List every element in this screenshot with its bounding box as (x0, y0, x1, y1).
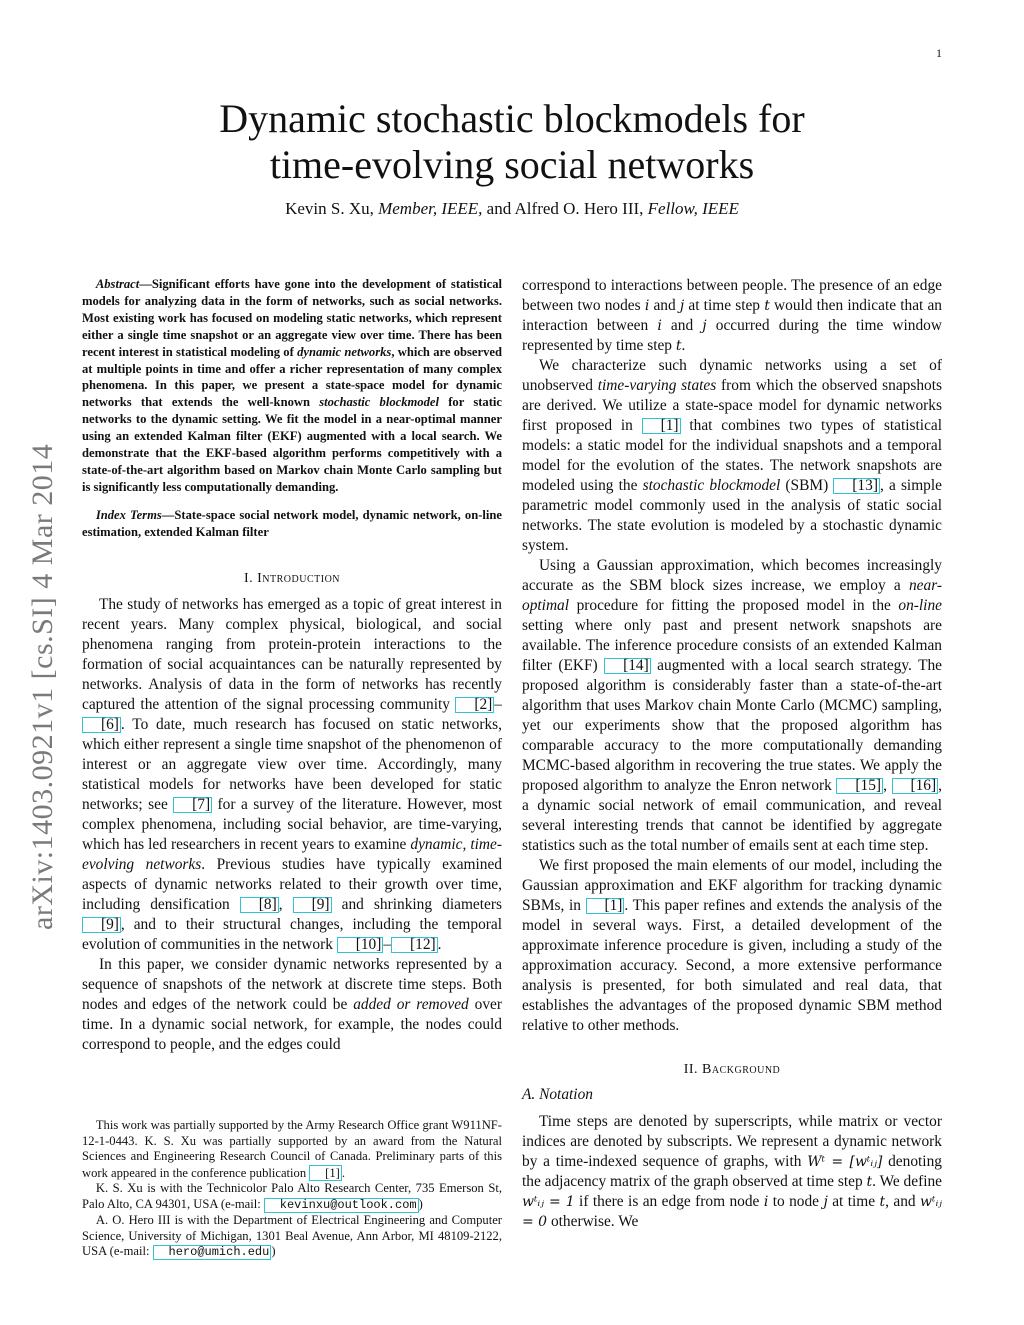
intro-paragraph-4: Using a Gaussian approximation, which becomes increasingly accurate as the SBM block sizes increase, we employ a near-optimal procedure for fitting the proposed model in the on-line setting where only past and present network snapshots are available. The inference procedure consists of an extended Kalman filter (EKF) [14] augmented with a local search strategy. The proposed algorithm is considerably faster than a state-of-the-art algorithm that uses Markov chain Monte Carlo (MCMC) sampling, yet our experiments show that the proposed algorithm has comparable accuracy to the more computationally demanding MCMC-based algorithm in recovering the true states. We apply the proposed algorithm to analyze the Enron network [15] , [16] , a dynamic social network of email communication, and reveal several interesting trends that cannot be identified by aggregate statistics such as the total number of emails sent at each time step. (522, 557, 943, 854)
intro-paragraph-5: We first proposed the main elements of our model, including the Gaussian approximation and EKF algorithm for tracking dynamic SBMs, in [1] . This paper refines and extends the analysis of the model in several ways. First, a detailed development of the approximate inference procedure is given, including a study of the approximation accuracy. Second, a more extensive performance analysis is presented, for both simulated and real data, that establishes the advantages of the proposed dynamic SBM method relative to other methods. (522, 857, 942, 1034)
author-1-role: Member, IEEE, (378, 199, 483, 218)
citation-link[interactable]: [14] (604, 658, 651, 674)
author-2: and Alfred O. Hero III, (482, 199, 648, 218)
citation-link[interactable]: [10] (337, 937, 384, 953)
title-line-2: time-evolving social networks (269, 142, 755, 187)
section-heading-background: II. Background (683, 1062, 781, 1077)
citation-link[interactable]: [1] (642, 418, 681, 434)
title-line-1: Dynamic stochastic blockmodels for (219, 96, 805, 141)
citation-link[interactable]: [12] (391, 937, 438, 953)
intro-paragraph-2-continued: correspond to interactions between people. The presence of an edge between two nodes i and j at time step t would then indicate that an interaction between i and j occurred during the time window represented by time step t. (522, 277, 943, 354)
author-1: Kevin S. Xu, (285, 199, 379, 218)
footnotes (82, 1118, 502, 1260)
section-heading-introduction: I. Introduction (243, 570, 341, 586)
notation-paragraph: Time steps are denoted by superscripts, while matrix or vector indices are denoted by subscripts. We represent a dynamic network by a time-indexed sequence of graphs, with Wᵗ = [wᵗᵢⱼ] denoting the adjacency matrix of the graph observed at time step t. We define wᵗᵢⱼ = 1 if there is an edge from node i to node j at time t, and wᵗᵢⱼ = 0 otherwise. We (522, 1113, 943, 1230)
subsection-heading-notation: A. Notation (522, 1086, 593, 1103)
footnote-author-1: K. S. Xu is with the Technicolor Palo Alto Research Center, 735 Emerson St, Palo Alto, CA 94301, USA (e-mail: kevinxu@outlook.com ) (82, 1181, 502, 1212)
arxiv-identifier: arXiv:1403.0921v1 [cs.SI] 4 Mar 2014 (26, 443, 59, 930)
email-link-hero[interactable]: hero@umich.edu (153, 1245, 272, 1260)
citation-link[interactable]: [7] (173, 797, 212, 813)
index-terms: Index Terms—State-space social network model, dynamic network, on-line estimation, extended Kalman filter (82, 507, 502, 539)
right-column (522, 276, 942, 1232)
citation-link[interactable]: [13] (833, 478, 880, 494)
citation-link[interactable]: [1] (586, 898, 625, 914)
paper-title (140, 96, 884, 188)
abstract: Abstract—Significant efforts have gone into the development of statistical models for analyzing data in the form of networks, such as social networks. Most existing work has focused on modeling static networks, which represent either a single time snapshot or an aggregate view over time. There has been recent interest in statistical modeling of dynamic networks, which are observed at multiple points in time and offer a richer representation of many complex phenomena. In this paper, we present a state-space model for dynamic networks that extends the well-known stochastic blockmodel for static networks to the dynamic setting. We fit the model in a near-optimal manner using an extended Kalman filter (EKF) augmented with a local search. We demonstrate that the EKF-based algorithm performs competitively with a state-of-the-art algorithm based on Markov chain Monte Carlo sampling but is significantly less computationally demanding. (82, 277, 503, 494)
footnote-funding: This work was partially supported by the Army Research Office grant W911NF-12-1-0443. K. S. Xu was partially supported by an award from the Natural Sciences and Engineering Research Council of Canada. Preliminary parts of this work appeared in the conference publication [1] . (82, 1118, 502, 1180)
citation-link[interactable]: [8] (240, 897, 279, 913)
footnote-author-2: A. O. Hero III is with the Department of Electrical Engineering and Computer Science, University of Michigan, 1301 Beal Avenue, Ann Arbor, MI 48109-2122, USA (e-mail: hero@umich.edu ) (82, 1212, 502, 1260)
page-number: 1 (936, 46, 942, 60)
citation-link[interactable]: [2] (455, 697, 494, 713)
citation-link[interactable]: [9] (82, 917, 121, 933)
index-terms-label: Index Terms (95, 507, 162, 522)
left-column (82, 276, 502, 1055)
email-link-xu[interactable]: kevinxu@outlook.com (264, 1198, 419, 1213)
author-line (140, 199, 884, 219)
citation-link[interactable]: [9] (293, 897, 332, 913)
citation-link[interactable]: [1] (309, 1165, 342, 1181)
citation-link[interactable]: [15] (836, 778, 883, 794)
abstract-label: Abstract (95, 277, 140, 291)
author-2-role: Fellow, IEEE (647, 199, 739, 218)
intro-paragraph-2: In this paper, we consider dynamic networks represented by a sequence of snapshots of the network at discrete time steps. Both nodes and edges of the network could be added or removed over time. In a dynamic social network, for example, the nodes could correspond to people, and the edges could (82, 955, 502, 1053)
citation-link[interactable]: [16] (892, 778, 939, 794)
citation-link[interactable]: [6] (82, 717, 121, 733)
intro-paragraph-3: We characterize such dynamic networks using a set of unobserved time-varying states from which the observed snapshots are derived. We utilize a state-space model for dynamic networks first proposed in [1] that combines two types of statistical models: a static model for the individual snapshots and a temporal model for the evolution of the states. The network snapshots are modeled using the stochastic blockmodel (SBM) [13] , a simple parametric model commonly used in the analysis of static social networks. The state evolution is modeled by a stochastic dynamic system. (522, 357, 943, 554)
intro-paragraph-1: The study of networks has emerged as a topic of great interest in recent years. Many complex physical, biological, and social phenomena ranging from protein-protein interactions to the formation of social acquaintances can be naturally represented by networks. Analysis of data in the form of networks has recently captured the attention of the signal processing community [2] –[6] . To date, much research has focused on static networks, which either represent a single time snapshot of the phenomenon of interest or an aggregate view over time. Accordingly, many statistical models for networks have been developed for static networks; see [7] for a survey of the literature. However, most complex phenomena, including social behavior, are time-varying, which has led researchers in recent years to examine dynamic, time-evolving networks. Previous studies have typically examined aspects of dynamic networks related to their growth over time, including densification [8] , [9] and shrinking diameters [9] , and to their structural changes, including the temporal evolution of communities in the network [10] – [12] . (82, 595, 502, 953)
